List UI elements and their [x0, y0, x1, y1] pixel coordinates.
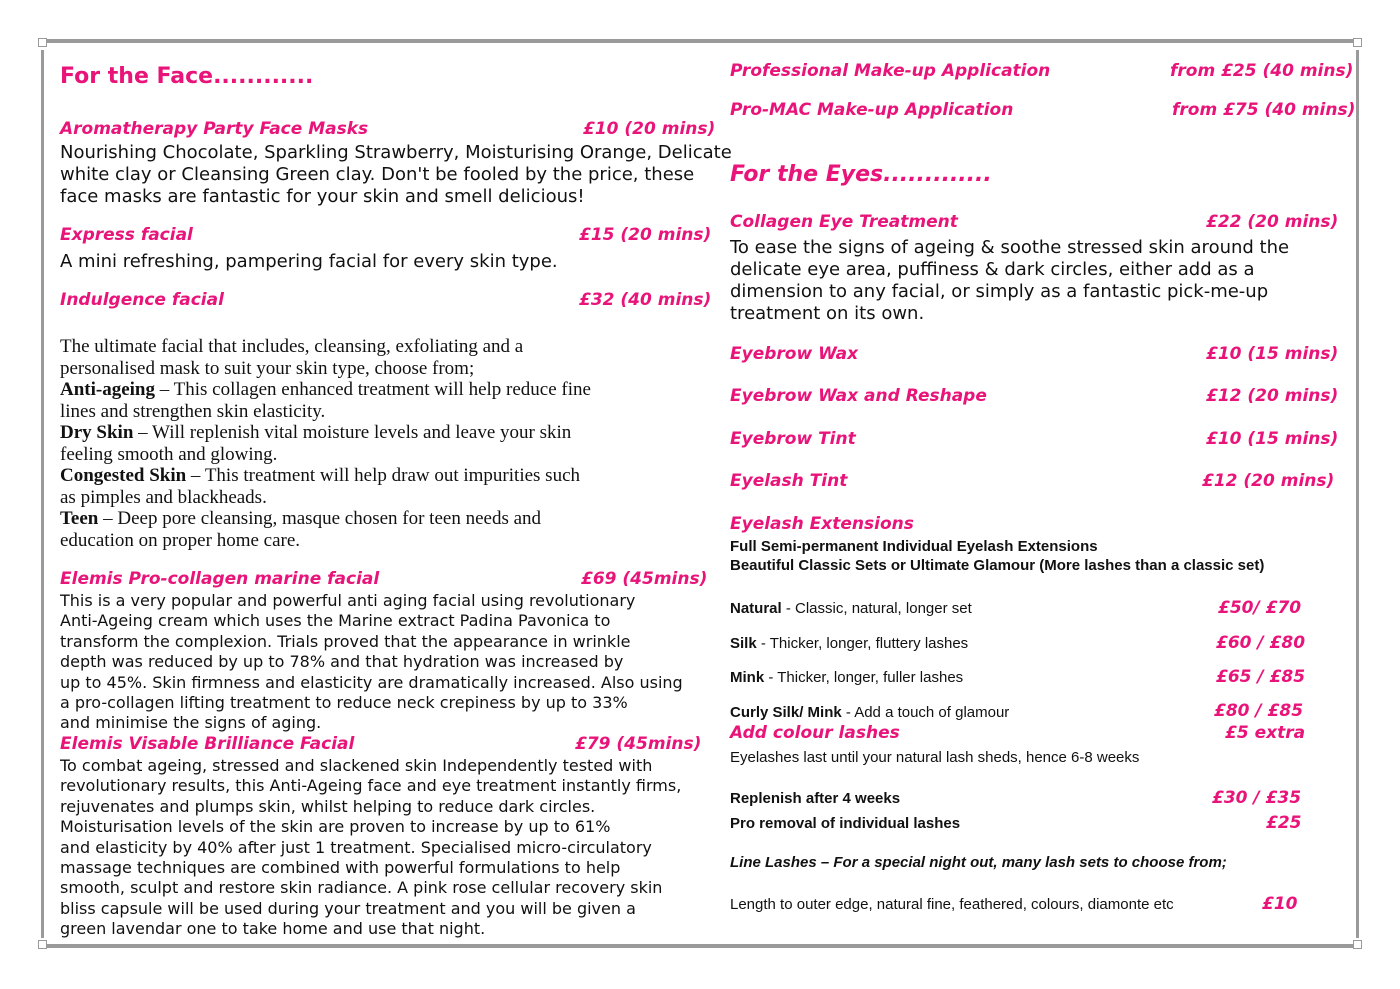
- elemis-desc-line: Anti-Ageing cream which uses the Marine extract Padina Pavonica to: [60, 611, 611, 631]
- visable-desc-line: bliss capsule will be used during your treatment and you will be given a: [60, 898, 636, 918]
- elemis-desc-line: This is a very popular and powerful anti aging facial using revolutionary: [60, 591, 636, 610]
- removal-label: Pro removal of individual lashes: [730, 815, 961, 832]
- visable-desc-line: rejuvenates and plumps skin, whilst helping to reduce dark circles.: [60, 796, 596, 816]
- visable-desc-line: smooth, sculpt and restore skin radiance. A pink rose cellular recovery skin: [60, 878, 663, 898]
- brow-tint-price: £10 (15 mins): [1206, 429, 1339, 449]
- curly-row: [730, 704, 1009, 721]
- colour-price: £5 extra: [1225, 723, 1306, 743]
- mac-title: Pro-MAC Make-up Application: [730, 100, 1014, 120]
- visable-title: Elemis Visable Brilliance Facial: [60, 734, 355, 754]
- lash-tint-title: Eyelash Tint: [730, 471, 848, 491]
- brow-reshape-title: Eyebrow Wax and Reshape: [730, 386, 987, 406]
- elemis-desc-line: transform the complexion. Trials proved that the appearance in wrinkle: [60, 631, 631, 651]
- skin-type-cont: as pimples and blackheads.: [60, 486, 267, 508]
- express-title: Express facial: [60, 225, 193, 245]
- brow-wax-title: Eyebrow Wax: [730, 344, 859, 364]
- replenish-price: £30 / £35: [1212, 788, 1302, 808]
- visable-desc-line: Moisturisation levels of the skin are proven to increase by up to 61%: [60, 817, 611, 837]
- aroma-desc-line: Nourishing Chocolate, Sparkling Strawberry, Moisturising Orange, Delicate: [60, 142, 732, 163]
- collagen-desc-line: dimension to any facial, or simply as a fantastic pick-me-up: [730, 281, 1269, 302]
- collagen-desc-line: treatment on its own.: [730, 303, 925, 324]
- natural-price: £50/ £70: [1218, 598, 1302, 618]
- visable-desc-line: To combat ageing, stressed and slackened skin Independently tested with: [60, 756, 653, 775]
- corner-bl: [38, 940, 47, 949]
- makeup-title: Professional Make-up Application: [730, 61, 1051, 81]
- makeup-price: from £25 (40 mins): [1170, 61, 1354, 81]
- indulgence-price: £32 (40 mins): [579, 290, 712, 310]
- skin-type-name: Anti-ageing: [60, 379, 155, 400]
- line-lashes-note: Line Lashes – For a special night out, many lash sets to choose from;: [730, 854, 1227, 871]
- natural-name: Natural: [730, 600, 782, 617]
- corner-tr: [1353, 38, 1362, 47]
- elemis-price: £69 (45mins): [581, 569, 708, 589]
- aroma-price: £10 (20 mins): [583, 119, 716, 139]
- indulgence-intro-line: The ultimate facial that includes, cleansing, exfoliating and a: [60, 336, 524, 357]
- extensions-subtitle-1: Full Semi-permanent Individual Eyelash Extensions: [730, 538, 1098, 555]
- collagen-desc-line: delicate eye area, puffiness & dark circles, either add as a: [730, 259, 1255, 280]
- skin-type-name: Congested Skin: [60, 465, 187, 486]
- curly-desc: - Add a touch of glamour: [841, 704, 1010, 721]
- skin-type-cont: feeling smooth and glowing.: [60, 443, 278, 465]
- silk-price: £60 / £80: [1216, 633, 1306, 653]
- silk-name: Silk: [730, 635, 757, 652]
- colour-title: Add colour lashes: [730, 723, 900, 743]
- right-border-line: [1356, 50, 1359, 938]
- replenish-label: Replenish after 4 weeks: [730, 790, 901, 807]
- indulgence-intro-line: personalised mask to suit your skin type, choose from;: [60, 357, 475, 379]
- visable-price: £79 (45mins): [575, 734, 702, 754]
- elemis-desc-line: a pro-collagen lifting treatment to reduce neck crepiness by up to 33%: [60, 693, 628, 713]
- silk-desc: - Thicker, longer, fluttery lashes: [756, 635, 969, 652]
- corner-br: [1353, 940, 1362, 949]
- skin-type-text: – This treatment will help draw out impurities such: [186, 465, 581, 486]
- aroma-desc-line: white clay or Cleansing Green clay. Don't be fooled by the price, these: [60, 164, 695, 185]
- collagen-price: £22 (20 mins): [1206, 212, 1339, 232]
- extensions-subtitle-2: Beautiful Classic Sets or Ultimate Glamour (More lashes than a classic set): [730, 557, 1265, 574]
- visable-desc-line: green lavendar one to take home and use that night.: [60, 919, 486, 939]
- aroma-desc-line: face masks are fantastic for your skin and smell delicious!: [60, 186, 585, 207]
- skin-type-cont: education on proper home care.: [60, 529, 301, 551]
- skin-type-name: Teen: [60, 508, 99, 529]
- mink-desc: - Thicker, longer, fuller lashes: [764, 669, 964, 686]
- elemis-desc-line: up to 45%. Skin firmness and elasticity are dramatically increased. Also using: [60, 672, 683, 692]
- mink-price: £65 / £85: [1216, 667, 1306, 687]
- elemis-description: [60, 591, 683, 734]
- length-price: £10: [1262, 894, 1298, 914]
- indulgence-description: [60, 336, 591, 551]
- curly-name: Curly Silk/ Mink: [730, 704, 842, 721]
- visable-description: [60, 756, 681, 940]
- curly-price: £80 / £85: [1214, 701, 1304, 721]
- elemis-title: Elemis Pro-collagen marine facial: [60, 569, 380, 589]
- silk-row: [730, 635, 968, 652]
- visable-desc-line: massage techniques are combined with powerful formulations to help: [60, 858, 621, 878]
- face-heading: For the Face............: [60, 64, 314, 89]
- express-description: A mini refreshing, pampering facial for every skin type.: [60, 251, 558, 272]
- skin-type-text: – Will replenish vital moisture levels and leave your skin: [133, 422, 572, 443]
- brow-tint-title: Eyebrow Tint: [730, 429, 856, 449]
- natural-row: [730, 600, 972, 617]
- skin-type-name: Dry Skin: [60, 422, 134, 443]
- mink-row: [730, 669, 963, 686]
- natural-desc: - Classic, natural, longer set: [781, 600, 972, 617]
- elemis-desc-line: and minimise the signs of aging.: [60, 713, 322, 733]
- skin-type-text: – This collagen enhanced treatment will help reduce fine: [155, 379, 591, 400]
- lashes-last-note: Eyelashes last until your natural lash sheds, hence 6-8 weeks: [730, 749, 1140, 766]
- eyes-heading: For the Eyes.............: [730, 162, 992, 187]
- left-border-line: [41, 50, 44, 938]
- extensions-title: Eyelash Extensions: [730, 514, 914, 534]
- indulgence-title: Indulgence facial: [60, 290, 224, 310]
- visable-desc-line: revolutionary results, this Anti-Ageing face and eye treatment instantly firms,: [60, 776, 682, 796]
- express-price: £15 (20 mins): [579, 225, 712, 245]
- collagen-title: Collagen Eye Treatment: [730, 212, 958, 232]
- elemis-desc-line: depth was reduced by up to 78% and that hydration was increased by: [60, 652, 624, 672]
- aroma-description: [60, 142, 732, 208]
- corner-tl: [38, 38, 47, 47]
- visable-desc-line: and elasticity by 40% after just 1 treatment. Specialised micro-circulatory: [60, 837, 652, 857]
- collagen-description: [730, 237, 1289, 325]
- brow-reshape-price: £12 (20 mins): [1206, 386, 1339, 406]
- mink-name: Mink: [730, 669, 765, 686]
- aroma-title: Aromatherapy Party Face Masks: [60, 119, 369, 139]
- removal-price: £25: [1266, 813, 1302, 833]
- collagen-desc-line: To ease the signs of ageing & soothe stressed skin around the: [730, 237, 1290, 258]
- lash-tint-price: £12 (20 mins): [1202, 471, 1335, 491]
- length-note: Length to outer edge, natural fine, feathered, colours, diamonte etc: [730, 896, 1174, 913]
- skin-type-cont: lines and strengthen skin elasticity.: [60, 400, 326, 422]
- skin-type-text: – Deep pore cleansing, masque chosen for teen needs and: [98, 508, 542, 529]
- mac-price: from £75 (40 mins): [1172, 100, 1356, 120]
- brow-wax-price: £10 (15 mins): [1206, 344, 1339, 364]
